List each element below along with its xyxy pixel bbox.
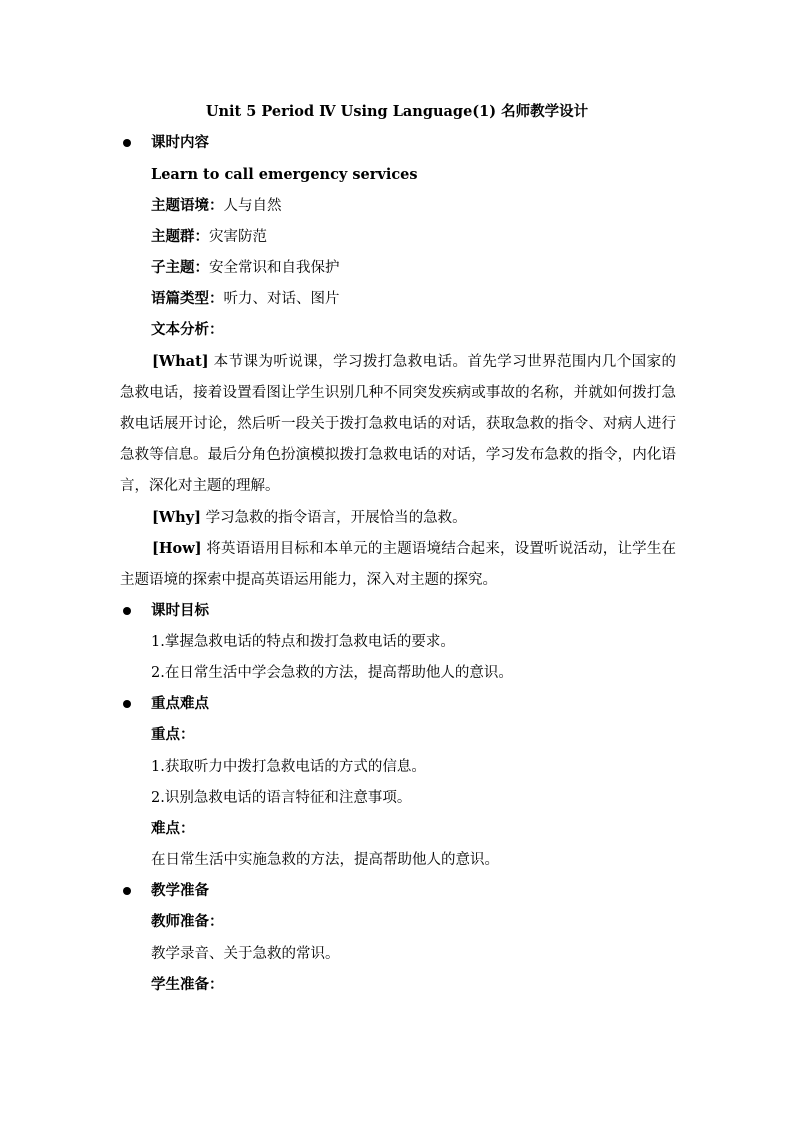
how-tag: [How] (152, 540, 202, 557)
objective-item-1: 1.掌握急救电话的特点和拨打急救电话的要求。 (151, 634, 455, 650)
difficult-points-label: 难点： (151, 820, 195, 837)
english-topic-line: Learn to call emergency services (151, 166, 418, 183)
subtopic-label: 子主题： (151, 259, 209, 276)
what-text: 本节课为听说课，学习拨打急救电话。首先学习世界范围内几个国家的急救电话，接着设置看图让学生识别几种不同突发疾病或事故的名称，并就如何拨打急救电话展开讨论，然后听一段关于拨打急救电话的对话，获取急救的指令、对病人进行急救等信息。最后分角色扮演模拟拨打急救电话的对话，学习发布急救的指令，内化语言，深化对主题的理解。 (120, 354, 676, 494)
student-prep-label: 学生准备： (151, 976, 224, 993)
why-tag: [Why] (152, 509, 201, 526)
section-heading-key-points: 重点难点 (151, 695, 209, 712)
subtopic-row (151, 258, 340, 278)
group-row (151, 227, 267, 247)
analysis-label: 文本分析： (151, 321, 224, 338)
difficult-point-1: 在日常生活中实施急救的方法，提高帮助他人的意识。 (151, 852, 499, 868)
why-text: 学习急救的指令语言，开展恰当的急救。 (200, 510, 467, 526)
why-paragraph (120, 502, 676, 534)
group-label: 主题群： (151, 228, 209, 245)
section-heading-content: 课时内容 (151, 134, 209, 151)
context-value: 人与自然 (223, 198, 282, 214)
context-label: 主题语境： (151, 197, 224, 214)
how-paragraph (120, 533, 676, 596)
key-point-2: 2.识别急救电话的语言特征和注意事项。 (151, 790, 412, 806)
bullet-icon (123, 607, 131, 615)
bullet-icon (123, 700, 131, 708)
text-type-label: 语篇类型： (151, 290, 224, 307)
key-points-label: 重点： (151, 726, 195, 743)
bullet-icon (123, 887, 131, 895)
text-type-value: 听力、对话、图片 (223, 291, 340, 307)
what-paragraph (120, 346, 676, 502)
text-type-row (151, 289, 340, 309)
section-heading-preparation: 教学准备 (151, 882, 209, 899)
teacher-prep-value: 教学录音、关于急救的常识。 (151, 946, 340, 962)
bullet-icon (123, 139, 131, 147)
what-tag: [What] (152, 353, 209, 370)
how-text: 将英语语用目标和本单元的主题语境结合起来，设置听说活动，让学生在主题语境的探索中提高英语运用能力，深入对主题的探究。 (120, 541, 676, 588)
context-row (151, 196, 282, 216)
subtopic-value: 安全常识和自我保护 (209, 260, 340, 276)
objective-item-2: 2.在日常生活中学会急救的方法，提高帮助他人的意识。 (151, 665, 513, 681)
document-title: Unit 5 Period Ⅳ Using Language(1) 名师教学设计 (205, 103, 589, 120)
teacher-prep-label: 教师准备： (151, 913, 224, 930)
key-point-1: 1.获取听力中拨打急救电话的方式的信息。 (151, 759, 426, 775)
group-value: 灾害防范 (209, 229, 267, 245)
section-heading-objectives: 课时目标 (151, 602, 209, 619)
